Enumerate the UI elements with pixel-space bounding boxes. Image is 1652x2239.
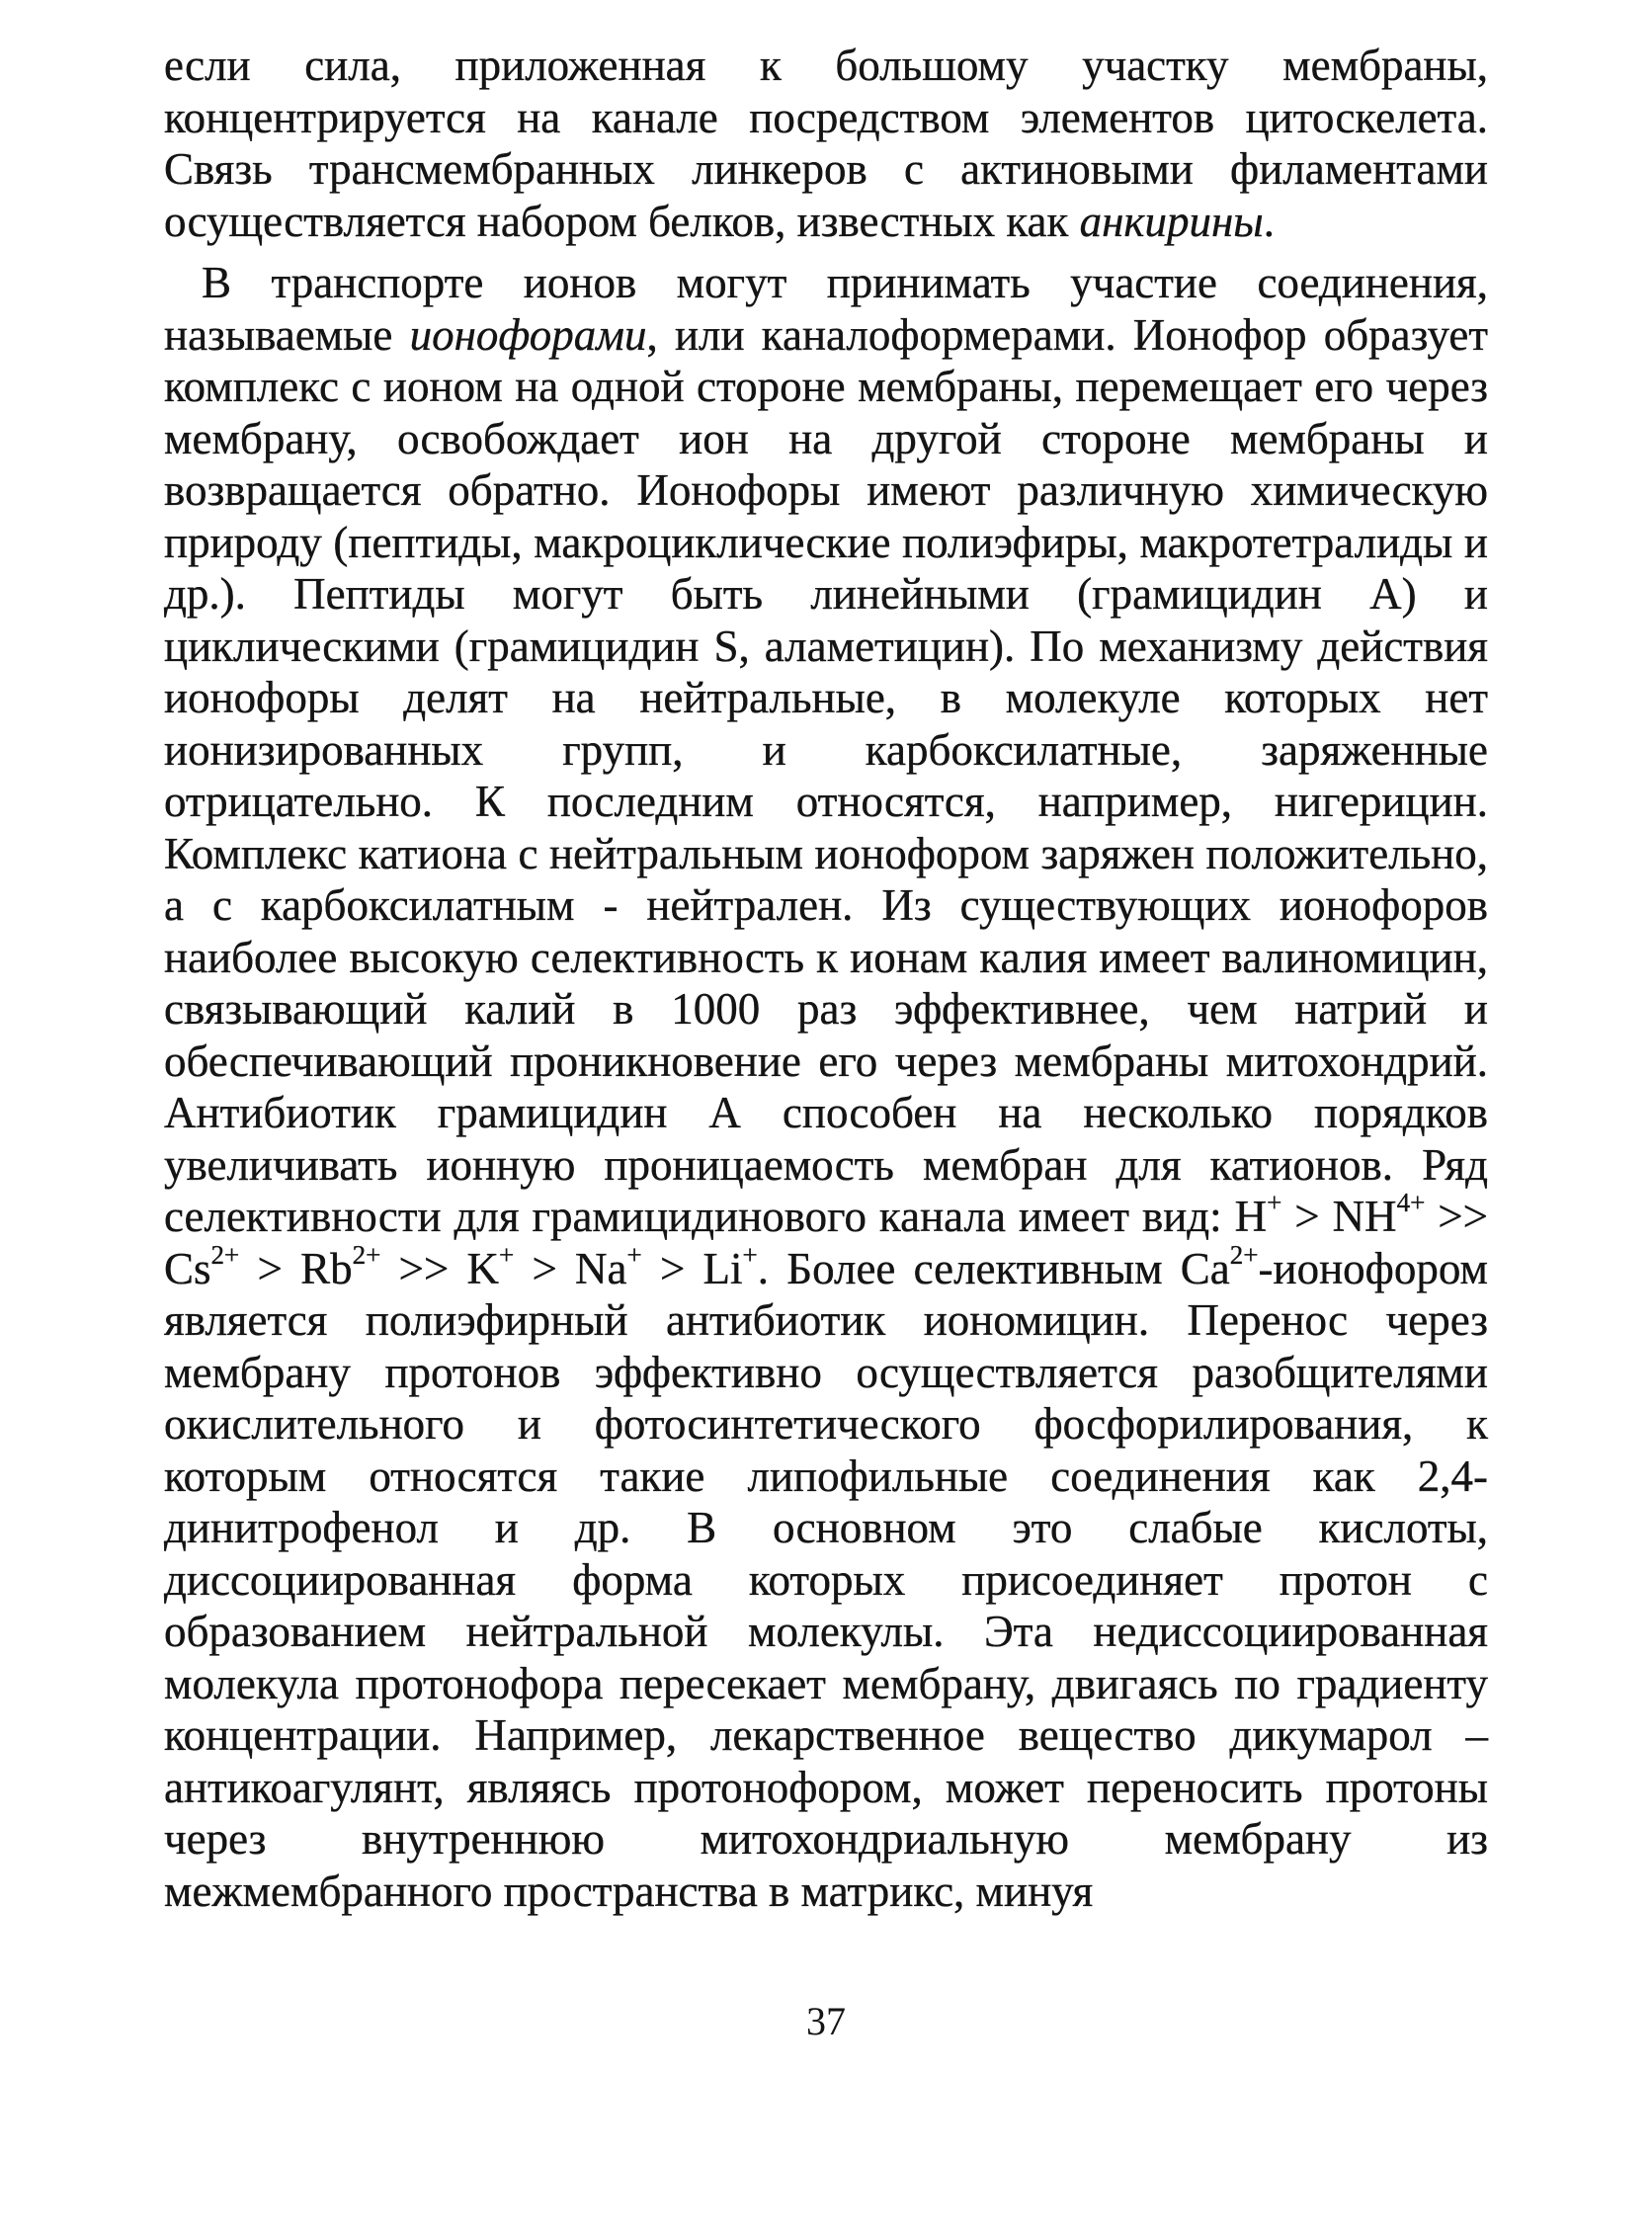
paragraph-2 [164, 257, 1488, 1917]
paragraph-2-text-a: В транспорте ионов могут принимать участие соединения, называемые [164, 258, 1488, 360]
page-number: 37 [806, 1999, 846, 2043]
paragraph-1 [164, 40, 1488, 247]
ion-h: H+ [1234, 1187, 1282, 1241]
paragraph-1-text-a: если сила, приложенная к большому участку мембраны, концентрируется на канале посредством элементов цитоскелета. Связь трансмембранных линкеров с актиновыми филаментами осуществляется набором белков, известных как [164, 41, 1488, 246]
ion-k: K+ [466, 1239, 515, 1293]
ion-na: Na+ [575, 1239, 642, 1293]
term-ionophores: ионофорами [409, 309, 647, 360]
ion-li: Li+ [702, 1239, 758, 1293]
paragraph-2-text-c: . Более селективным [757, 1243, 1181, 1293]
paragraph-2-text-d: -ионофором является полиэфирный антибиотик иономицин. Перенос через мембрану протонов эффективно осуществляется разобщителями окислительного и фотосинтетического фосфорилирования, к которым относятся такие липофильные соединения как 2,4-динитрофенол и др. В основном это слабые кислоты, диссоциированная форма которых присоединяет протон с образованием нейтральной молекулы. Эта недиссоциированная молекула протонофора пересекает мембрану, двигаясь по градиенту концентрации. Например, лекарственное вещество дикумарол – антикоагулянт, являясь протонофором, может переносить протоны через внутреннюю митохондриальную мембрану из межмембранного пространства в матрикс, минуя [164, 1243, 1488, 1916]
paragraph-2-text-b: , или каналоформерами. Ионофор образует комплекс с ионом на одной стороне мембраны, перемещает его через мембрану, освобождает ион на другой стороне мембраны и возвращается обратно. Ионофоры имеют различную химическую природу (пептиды, макроциклические полиэфиры, макротетралиды и др.). Пептиды могут быть линейными (грамицидин А) и циклическими (грамицидин S, аламетицин). По механизму действия ионофоры делят на нейтральные, в молекуле которых нет ионизированных групп, и карбоксилатные, заряженные отрицательно. К последним относятся, например, нигерицин. Комплекс катиона с нейтральным ионофором заряжен положительно, а с карбоксилатным - нейтрален. Из существующих ионофоров наиболее высокую селективность к ионам калия имеет валиномицин, связывающий калий в 1000 раз эффективнее, чем натрий и обеспечивающий проникновение его через мембраны митохондрий. Антибиотик грамицидин А способен на несколько порядков увеличивать ионную проницаемость мембран для катионов. Ряд селективности для грамицидинового канала имеет вид: [164, 309, 1488, 1241]
paragraph-1-text-b: . [1263, 196, 1276, 246]
term-ankyrins: анкирины [1079, 196, 1264, 246]
ion-ca: $Ca^{2+}$ [1180, 1239, 1259, 1293]
ion-nh4: $NH^{4+}$ [1332, 1187, 1426, 1241]
selectivity-series: $H^+ > NH^{4+} >> Cs^{2+} > Rb^{2+} >> K^+ > Na^+ > Li^+$ [164, 1187, 1488, 1293]
ion-cs: $Cs^{2+}$ [164, 1239, 240, 1293]
page-body [164, 40, 1488, 1917]
ion-rb: $Rb^{2+}$ [300, 1239, 381, 1293]
